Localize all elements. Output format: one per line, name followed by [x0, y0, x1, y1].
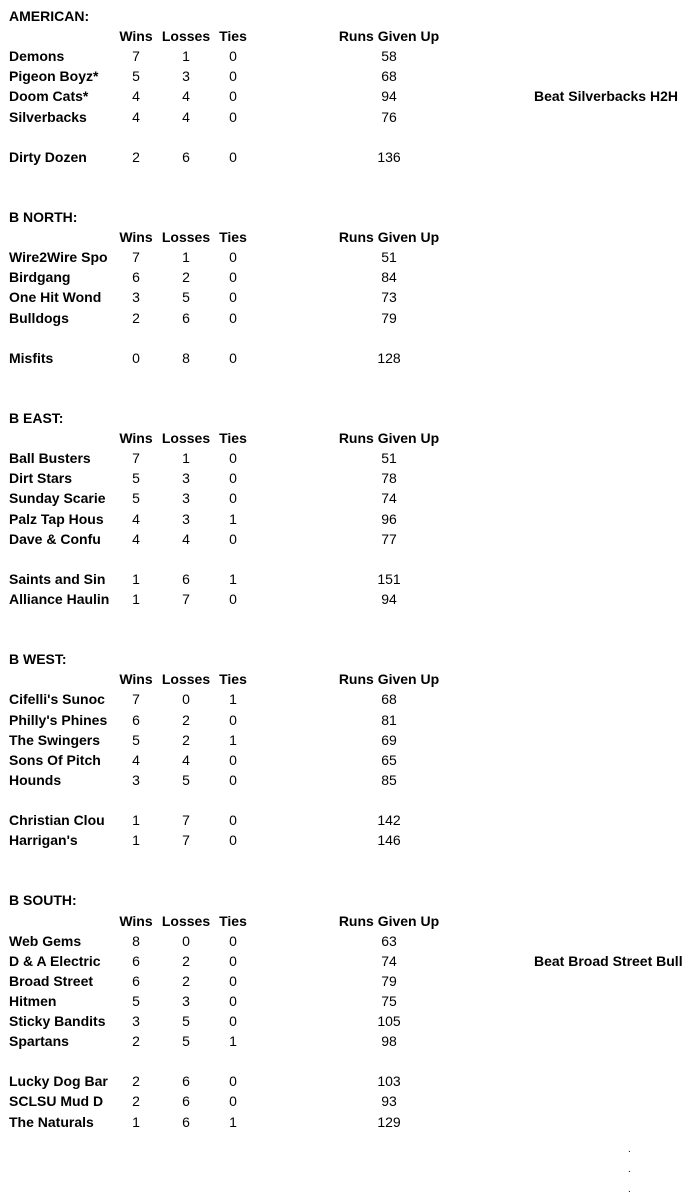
- team-name: Lucky Dog Bar: [9, 1073, 108, 1089]
- table-row: [0, 86, 699, 106]
- ties-value: 0: [229, 310, 237, 326]
- column-header-row: [0, 428, 699, 448]
- wins-value: 7: [132, 691, 140, 707]
- table-row: [0, 1112, 699, 1132]
- losses-value: 4: [182, 88, 190, 104]
- runs-value: 65: [381, 752, 397, 768]
- losses-value: 3: [182, 470, 190, 486]
- team-name: Dirt Stars: [9, 470, 73, 486]
- tiebreak-note: Beat Silverbacks H2H: [534, 88, 678, 104]
- losses-value: 6: [182, 310, 190, 326]
- table-row: [0, 971, 699, 991]
- runs-value: 146: [377, 832, 401, 848]
- losses-value: 4: [182, 531, 190, 547]
- wins-value: 6: [132, 973, 140, 989]
- team-name: Sunday Scarie: [9, 490, 106, 506]
- runs-value: 85: [381, 772, 397, 788]
- ties-header: Ties: [219, 430, 247, 446]
- losses-value: 2: [182, 712, 190, 728]
- losses-value: 7: [182, 812, 190, 828]
- wins-value: 3: [132, 1013, 140, 1029]
- column-header-row: [0, 26, 699, 46]
- runs-value: 93: [381, 1093, 397, 1109]
- runs-value: 103: [377, 1073, 401, 1089]
- runs-value: 98: [381, 1033, 397, 1049]
- ties-value: 0: [229, 48, 237, 64]
- wins-value: 5: [132, 993, 140, 1009]
- table-row: [0, 107, 699, 127]
- losses-value: 1: [182, 450, 190, 466]
- table-row: [0, 810, 699, 830]
- ties-header: Ties: [219, 671, 247, 687]
- wins-value: 7: [132, 450, 140, 466]
- ties-value: 0: [229, 752, 237, 768]
- table-row: [0, 569, 699, 589]
- losses-value: 0: [182, 933, 190, 949]
- losses-value: 5: [182, 772, 190, 788]
- losses-value: 8: [182, 350, 190, 366]
- runs-value: 63: [381, 933, 397, 949]
- losses-value: 6: [182, 571, 190, 587]
- team-name: Hitmen: [9, 993, 57, 1009]
- ties-value: 0: [229, 470, 237, 486]
- losses-value: 7: [182, 591, 190, 607]
- ties-value: 0: [229, 531, 237, 547]
- ties-value: 0: [229, 812, 237, 828]
- team-name: Bulldogs: [9, 310, 69, 326]
- runs-header: Runs Given Up: [338, 671, 440, 687]
- runs-value: 58: [381, 48, 397, 64]
- wins-header: Wins: [119, 430, 153, 446]
- runs-value: 76: [381, 109, 397, 125]
- runs-value: 77: [381, 531, 397, 547]
- table-row: [0, 247, 699, 267]
- runs-value: 142: [377, 812, 401, 828]
- ties-value: 0: [229, 269, 237, 285]
- ties-header: Ties: [219, 913, 247, 929]
- wins-value: 1: [132, 571, 140, 587]
- losses-value: 1: [182, 48, 190, 64]
- wins-header: Wins: [119, 229, 153, 245]
- team-name: Silverbacks: [9, 109, 87, 125]
- losses-value: 7: [182, 832, 190, 848]
- wins-value: 5: [132, 732, 140, 748]
- ties-value: 0: [229, 109, 237, 125]
- team-name: Cifelli's Sunoc: [9, 691, 105, 707]
- runs-value: 151: [377, 571, 401, 587]
- ties-value: 1: [229, 571, 237, 587]
- table-row: [0, 991, 699, 1011]
- losses-value: 3: [182, 993, 190, 1009]
- column-header-row: [0, 669, 699, 689]
- ties-value: 0: [229, 149, 237, 165]
- ties-value: 0: [229, 933, 237, 949]
- team-name: Palz Tap Hous: [9, 511, 104, 527]
- losses-value: 4: [182, 109, 190, 125]
- team-name: Broad Street: [9, 973, 94, 989]
- table-row: [0, 529, 699, 549]
- team-name: One Hit Wond: [9, 289, 102, 305]
- losses-value: 6: [182, 1073, 190, 1089]
- wins-value: 6: [132, 269, 140, 285]
- table-row: [0, 730, 699, 750]
- ties-header: Ties: [219, 229, 247, 245]
- table-row: [0, 1031, 699, 1051]
- runs-value: 94: [381, 88, 397, 104]
- ties-value: 0: [229, 1073, 237, 1089]
- ties-value: 0: [229, 832, 237, 848]
- table-row: [0, 509, 699, 529]
- table-row: [0, 267, 699, 287]
- ties-value: 0: [229, 490, 237, 506]
- runs-value: 128: [377, 350, 401, 366]
- team-name: Pigeon Boyz*: [9, 68, 99, 84]
- trailing-mark: .: [628, 1184, 631, 1195]
- table-row: [0, 951, 699, 971]
- losses-value: 3: [182, 511, 190, 527]
- losses-value: 2: [182, 269, 190, 285]
- runs-value: 74: [381, 490, 397, 506]
- table-row: [0, 931, 699, 951]
- ties-value: 1: [229, 691, 237, 707]
- losses-value: 5: [182, 289, 190, 305]
- team-name: Misfits: [9, 350, 54, 366]
- ties-value: 1: [229, 1114, 237, 1130]
- losses-value: 2: [182, 973, 190, 989]
- team-name: The Naturals: [9, 1114, 94, 1130]
- table-row: [0, 147, 699, 167]
- table-row: [0, 1091, 699, 1111]
- ties-value: 1: [229, 1033, 237, 1049]
- wins-value: 2: [132, 1093, 140, 1109]
- team-name: Birdgang: [9, 269, 71, 285]
- losses-value: 2: [182, 732, 190, 748]
- wins-value: 1: [132, 591, 140, 607]
- team-name: Demons: [9, 48, 65, 64]
- team-name: Christian Clou: [9, 812, 105, 828]
- section-title-row: [0, 6, 699, 26]
- wins-value: 7: [132, 249, 140, 265]
- losses-value: 1: [182, 249, 190, 265]
- wins-value: 2: [132, 149, 140, 165]
- team-name: Harrigan's: [9, 832, 78, 848]
- team-name: D & A Electric: [9, 953, 101, 969]
- wins-value: 6: [132, 953, 140, 969]
- wins-value: 2: [132, 1033, 140, 1049]
- wins-value: 4: [132, 109, 140, 125]
- section-title: AMERICAN:: [9, 8, 90, 24]
- wins-value: 3: [132, 289, 140, 305]
- runs-header: Runs Given Up: [338, 28, 440, 44]
- table-row: [0, 710, 699, 730]
- wins-header: Wins: [119, 28, 153, 44]
- runs-value: 105: [377, 1013, 401, 1029]
- section-title: B WEST:: [9, 651, 67, 667]
- ties-value: 0: [229, 973, 237, 989]
- table-row: [0, 287, 699, 307]
- table-row: [0, 468, 699, 488]
- losses-value: 3: [182, 490, 190, 506]
- ties-value: 0: [229, 249, 237, 265]
- section-title: B NORTH:: [9, 209, 78, 225]
- runs-value: 84: [381, 269, 397, 285]
- table-row: [0, 1011, 699, 1031]
- table-row: [0, 308, 699, 328]
- losses-header: Losses: [161, 28, 211, 44]
- wins-value: 1: [132, 1114, 140, 1130]
- runs-value: 81: [381, 712, 397, 728]
- wins-value: 1: [132, 832, 140, 848]
- runs-value: 51: [381, 450, 397, 466]
- losses-header: Losses: [161, 913, 211, 929]
- runs-value: 69: [381, 732, 397, 748]
- runs-value: 73: [381, 289, 397, 305]
- ties-value: 0: [229, 591, 237, 607]
- wins-value: 3: [132, 772, 140, 788]
- team-name: Philly's Phines: [9, 712, 108, 728]
- wins-header: Wins: [119, 671, 153, 687]
- ties-value: 0: [229, 953, 237, 969]
- team-name: The Swingers: [9, 732, 101, 748]
- losses-value: 5: [182, 1013, 190, 1029]
- runs-header: Runs Given Up: [338, 913, 440, 929]
- table-row: [0, 46, 699, 66]
- ties-header: Ties: [219, 28, 247, 44]
- losses-value: 4: [182, 752, 190, 768]
- runs-value: 79: [381, 973, 397, 989]
- wins-value: 0: [132, 350, 140, 366]
- section-title-row: [0, 207, 699, 227]
- ties-value: 0: [229, 772, 237, 788]
- team-name: Sons Of Pitch: [9, 752, 101, 768]
- ties-value: 0: [229, 88, 237, 104]
- wins-value: 4: [132, 88, 140, 104]
- team-name: Spartans: [9, 1033, 69, 1049]
- wins-value: 8: [132, 933, 140, 949]
- ties-value: 1: [229, 732, 237, 748]
- losses-value: 0: [182, 691, 190, 707]
- team-name: Sticky Bandits: [9, 1013, 106, 1029]
- table-row: [0, 448, 699, 468]
- ties-value: 0: [229, 1013, 237, 1029]
- section-title: B EAST:: [9, 410, 64, 426]
- team-name: Doom Cats*: [9, 88, 89, 104]
- wins-value: 4: [132, 752, 140, 768]
- runs-value: 96: [381, 511, 397, 527]
- ties-value: 0: [229, 450, 237, 466]
- losses-header: Losses: [161, 430, 211, 446]
- losses-value: 3: [182, 68, 190, 84]
- section-title-row: [0, 890, 699, 910]
- ties-value: 0: [229, 68, 237, 84]
- ties-value: 1: [229, 511, 237, 527]
- table-row: [0, 830, 699, 850]
- wins-header: Wins: [119, 913, 153, 929]
- runs-header: Runs Given Up: [338, 229, 440, 245]
- table-row: [0, 348, 699, 368]
- section-title-row: [0, 649, 699, 669]
- team-name: Ball Busters: [9, 450, 91, 466]
- team-name: SCLSU Mud D: [9, 1093, 104, 1109]
- table-row: [0, 689, 699, 709]
- wins-value: 2: [132, 1073, 140, 1089]
- losses-header: Losses: [161, 671, 211, 687]
- runs-value: 75: [381, 993, 397, 1009]
- ties-value: 0: [229, 1093, 237, 1109]
- runs-value: 51: [381, 249, 397, 265]
- team-name: Web Gems: [9, 933, 82, 949]
- runs-header: Runs Given Up: [338, 430, 440, 446]
- section-title: B SOUTH:: [9, 892, 77, 908]
- losses-value: 6: [182, 1093, 190, 1109]
- wins-value: 4: [132, 531, 140, 547]
- table-row: [0, 770, 699, 790]
- tiebreak-note: Beat Broad Street Bull: [534, 953, 683, 969]
- table-row: [0, 589, 699, 609]
- ties-value: 0: [229, 350, 237, 366]
- wins-value: 2: [132, 310, 140, 326]
- wins-value: 7: [132, 48, 140, 64]
- table-row: [0, 66, 699, 86]
- team-name: Dirty Dozen: [9, 149, 87, 165]
- losses-value: 6: [182, 1114, 190, 1130]
- losses-header: Losses: [161, 229, 211, 245]
- wins-value: 5: [132, 470, 140, 486]
- table-row: [0, 750, 699, 770]
- wins-value: 4: [132, 511, 140, 527]
- trailing-mark: .: [628, 1144, 631, 1155]
- runs-value: 79: [381, 310, 397, 326]
- wins-value: 6: [132, 712, 140, 728]
- team-name: Hounds: [9, 772, 62, 788]
- runs-value: 94: [381, 591, 397, 607]
- ties-value: 0: [229, 993, 237, 1009]
- team-name: Saints and Sin: [9, 571, 106, 587]
- ties-value: 0: [229, 712, 237, 728]
- wins-value: 5: [132, 490, 140, 506]
- runs-value: 68: [381, 691, 397, 707]
- table-row: [0, 1071, 699, 1091]
- losses-value: 5: [182, 1033, 190, 1049]
- team-name: Wire2Wire Spo: [9, 249, 108, 265]
- runs-value: 78: [381, 470, 397, 486]
- team-name: Dave & Confu: [9, 531, 101, 547]
- losses-value: 2: [182, 953, 190, 969]
- table-row: [0, 488, 699, 508]
- wins-value: 1: [132, 812, 140, 828]
- runs-value: 68: [381, 68, 397, 84]
- column-header-row: [0, 911, 699, 931]
- wins-value: 5: [132, 68, 140, 84]
- trailing-mark: .: [628, 1164, 631, 1175]
- runs-value: 74: [381, 953, 397, 969]
- losses-value: 6: [182, 149, 190, 165]
- team-name: Alliance Haulin: [9, 591, 110, 607]
- section-title-row: [0, 408, 699, 428]
- ties-value: 0: [229, 289, 237, 305]
- runs-value: 136: [377, 149, 401, 165]
- runs-value: 129: [377, 1114, 401, 1130]
- column-header-row: [0, 227, 699, 247]
